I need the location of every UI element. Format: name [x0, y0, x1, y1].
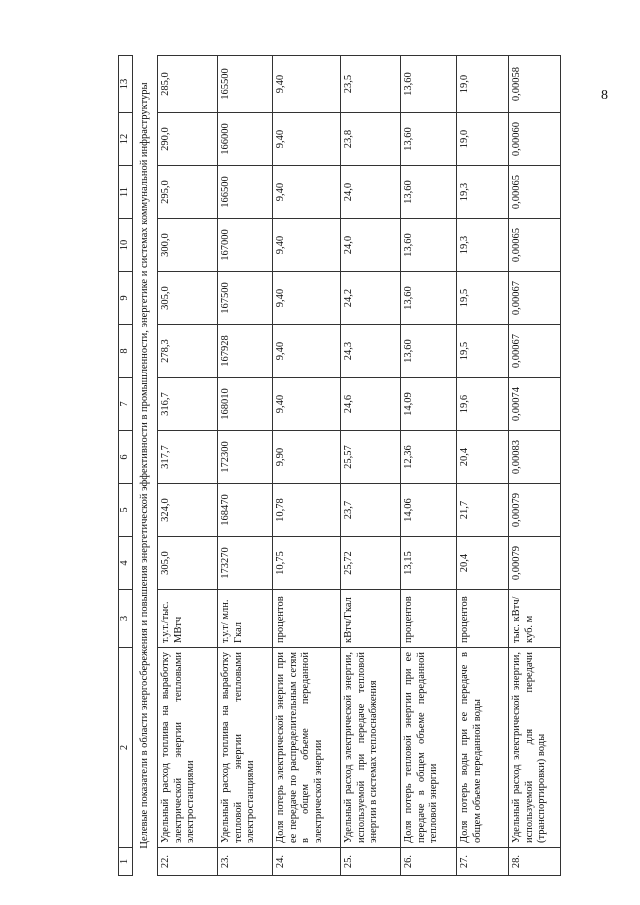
value-cell: 9,40 — [273, 272, 341, 325]
value-cell: 0,00067 — [509, 272, 561, 325]
value-cell: 0,00079 — [509, 537, 561, 590]
section-title: Целевые показатели в области энергосбережения и повышения энергетической эффективности в промышленности, энергетике и системах коммунальной инфраструктуры — [133, 56, 158, 876]
value-cell: 167928 — [218, 325, 273, 378]
value-cell: 166000 — [218, 113, 273, 166]
value-cell: 168470 — [218, 484, 273, 537]
value-cell: 295,0 — [158, 166, 218, 219]
value-cell: 9,40 — [273, 219, 341, 272]
table-row — [158, 56, 218, 876]
value-cell: 10,75 — [273, 537, 341, 590]
table-row — [341, 56, 401, 876]
column-number: 9 — [119, 272, 133, 325]
rotated-table-container — [118, 56, 638, 876]
value-cell: 0,00065 — [509, 166, 561, 219]
column-number: 5 — [119, 484, 133, 537]
column-number: 8 — [119, 325, 133, 378]
value-cell: 13,60 — [401, 56, 457, 113]
value-cell: 19,5 — [457, 272, 509, 325]
column-number: 11 — [119, 166, 133, 219]
indicator-name: Удельный расход топлива на выработку тепловой энергии тепловыми электростанциями — [218, 648, 273, 848]
value-cell: 14,09 — [401, 378, 457, 431]
value-cell: 0,00083 — [509, 431, 561, 484]
value-cell: 0,00060 — [509, 113, 561, 166]
column-number: 10 — [119, 219, 133, 272]
value-cell: 305,0 — [158, 537, 218, 590]
value-cell: 13,60 — [401, 219, 457, 272]
value-cell: 24,0 — [341, 166, 401, 219]
value-cell: 166500 — [218, 166, 273, 219]
indicators-table — [118, 55, 561, 876]
value-cell: 19,0 — [457, 113, 509, 166]
value-cell: 9,40 — [273, 166, 341, 219]
value-cell: 0,00067 — [509, 325, 561, 378]
value-cell: 25,57 — [341, 431, 401, 484]
column-number-row — [119, 56, 133, 876]
value-cell: 13,15 — [401, 537, 457, 590]
row-number: 24. — [273, 848, 341, 876]
value-cell: 173270 — [218, 537, 273, 590]
value-cell: 13,60 — [401, 272, 457, 325]
value-cell: 13,60 — [401, 113, 457, 166]
value-cell: 24,3 — [341, 325, 401, 378]
unit-cell: процентов — [273, 590, 341, 648]
row-number: 28. — [509, 848, 561, 876]
value-cell: 317,7 — [158, 431, 218, 484]
value-cell: 20,4 — [457, 537, 509, 590]
value-cell: 24,6 — [341, 378, 401, 431]
value-cell: 167500 — [218, 272, 273, 325]
row-number: 22. — [158, 848, 218, 876]
value-cell: 324,0 — [158, 484, 218, 537]
unit-cell: тыс. кВтч/ куб. м — [509, 590, 561, 648]
value-cell: 19,3 — [457, 166, 509, 219]
value-cell: 12,36 — [401, 431, 457, 484]
value-cell: 9,40 — [273, 56, 341, 113]
table-row — [218, 56, 273, 876]
column-number: 3 — [119, 590, 133, 648]
value-cell: 172300 — [218, 431, 273, 484]
value-cell: 23,7 — [341, 484, 401, 537]
table-row — [401, 56, 457, 876]
unit-cell: т.у.т/ млн. Гкал — [218, 590, 273, 648]
column-number: 13 — [119, 56, 133, 113]
table-row — [457, 56, 509, 876]
value-cell: 290,0 — [158, 113, 218, 166]
value-cell: 19,5 — [457, 325, 509, 378]
unit-cell: т.у.т./тыс. МВтч — [158, 590, 218, 648]
value-cell: 0,00074 — [509, 378, 561, 431]
value-cell: 23,5 — [341, 56, 401, 113]
column-number: 12 — [119, 113, 133, 166]
indicator-name: Доля потерь электрической энергии при ее передаче по распределительным сетям в общем объеме переданной электрической энергии — [273, 648, 341, 848]
unit-cell: кВтч/Гкал — [341, 590, 401, 648]
value-cell: 19,6 — [457, 378, 509, 431]
value-cell: 9,40 — [273, 325, 341, 378]
value-cell: 0,00065 — [509, 219, 561, 272]
column-number: 2 — [119, 648, 133, 848]
value-cell: 14,06 — [401, 484, 457, 537]
value-cell: 316,7 — [158, 378, 218, 431]
unit-cell: процентов — [401, 590, 457, 648]
value-cell: 19,3 — [457, 219, 509, 272]
column-number: 1 — [119, 848, 133, 876]
value-cell: 9,90 — [273, 431, 341, 484]
value-cell: 24,2 — [341, 272, 401, 325]
column-number: 4 — [119, 537, 133, 590]
column-number: 6 — [119, 431, 133, 484]
value-cell: 0,00079 — [509, 484, 561, 537]
indicator-name: Удельный расход топлива на выработку электрической энергии тепловыми электростанциями — [158, 648, 218, 848]
value-cell: 165500 — [218, 56, 273, 113]
unit-cell: процентов — [457, 590, 509, 648]
indicator-name: Доля потерь воды при ее передаче в общем объеме переданной воды — [457, 648, 509, 848]
value-cell: 305,0 — [158, 272, 218, 325]
row-number: 27. — [457, 848, 509, 876]
value-cell: 21,7 — [457, 484, 509, 537]
indicator-name: Удельный расход электрической энергии, используемой для передачи (транспортировки) воды — [509, 648, 561, 848]
value-cell: 20,4 — [457, 431, 509, 484]
page-number: 8 — [601, 88, 608, 103]
value-cell: 9,40 — [273, 113, 341, 166]
value-cell: 25,72 — [341, 537, 401, 590]
value-cell: 168010 — [218, 378, 273, 431]
row-number: 23. — [218, 848, 273, 876]
row-number: 25. — [341, 848, 401, 876]
table-row — [273, 56, 341, 876]
value-cell: 13,60 — [401, 325, 457, 378]
table-row — [509, 56, 561, 876]
value-cell: 23,8 — [341, 113, 401, 166]
value-cell: 167000 — [218, 219, 273, 272]
indicator-name: Доля потерь тепловой энергии при ее передаче в общем объеме переданной тепловой энергии — [401, 648, 457, 848]
column-number: 7 — [119, 378, 133, 431]
section-title-row — [133, 56, 158, 876]
value-cell: 10,78 — [273, 484, 341, 537]
value-cell: 19,0 — [457, 56, 509, 113]
value-cell: 300,0 — [158, 219, 218, 272]
value-cell: 285,0 — [158, 56, 218, 113]
row-number: 26. — [401, 848, 457, 876]
value-cell: 9,40 — [273, 378, 341, 431]
value-cell: 13,60 — [401, 166, 457, 219]
value-cell: 278,3 — [158, 325, 218, 378]
value-cell: 24,0 — [341, 219, 401, 272]
indicator-name: Удельный расход электрической энергии, используемой при передаче тепловой энергии в системах теплоснабжения — [341, 648, 401, 848]
value-cell: 0,00058 — [509, 56, 561, 113]
